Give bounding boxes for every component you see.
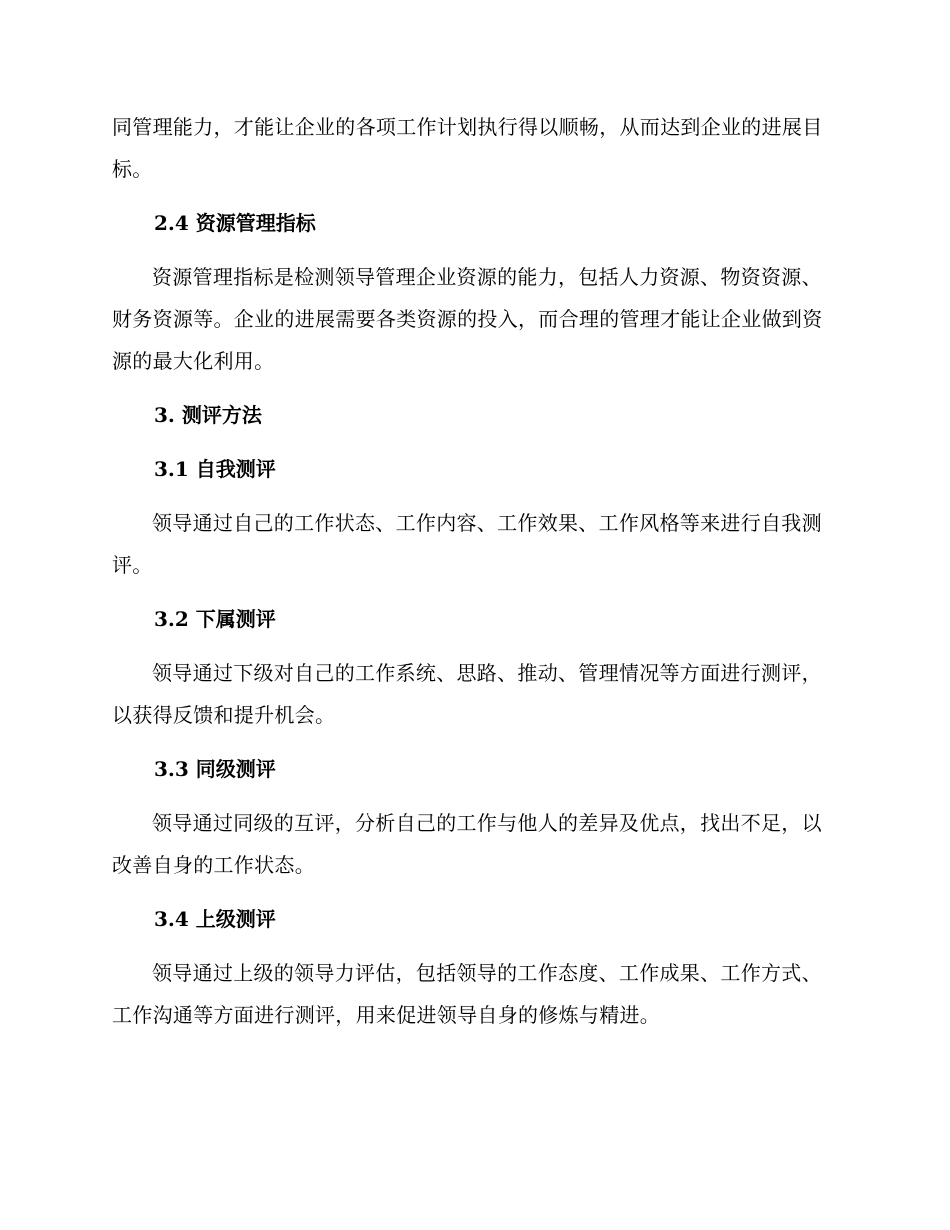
paragraph-self-evaluation: 领导通过自己的工作状态、工作内容、工作效果、工作风格等来进行自我测评。 xyxy=(112,511,822,577)
heading-3-2: 3.2 下属测评 xyxy=(154,607,276,631)
paragraph-peer-evaluation: 领导通过同级的互评，分析自己的工作与他人的差异及优点，找出不足，以改善自身的工作状态。 xyxy=(112,811,822,877)
paragraph-subordinate-evaluation: 领导通过下级对自己的工作系统、思路、推动、管理情况等方面进行测评，以获得反馈和提升机会。 xyxy=(112,661,822,727)
paragraph-continued: 同管理能力，才能让企业的各项工作计划执行得以顺畅，从而达到企业的进展目标。 xyxy=(112,115,823,181)
paragraph-resource-management: 资源管理指标是检测领导管理企业资源的能力，包括人力资源、物资资源、财务资源等。企业的进展需要各类资源的投入，而合理的管理才能让企业做到资源的最大化利用。 xyxy=(112,265,823,373)
heading-3-1: 3.1 自我测评 xyxy=(154,457,276,481)
heading-2-4: 2.4 资源管理指标 xyxy=(154,211,316,235)
heading-3-3: 3.3 同级测评 xyxy=(154,757,276,781)
document-page xyxy=(112,106,832,1036)
heading-3-4: 3.4 上级测评 xyxy=(154,907,276,931)
heading-3: 3. 测评方法 xyxy=(154,403,262,427)
paragraph-superior-evaluation: 领导通过上级的领导力评估，包括领导的工作态度、工作成果、工作方式、工作沟通等方面进行测评，用来促进领导自身的修炼与精进。 xyxy=(112,961,822,1027)
